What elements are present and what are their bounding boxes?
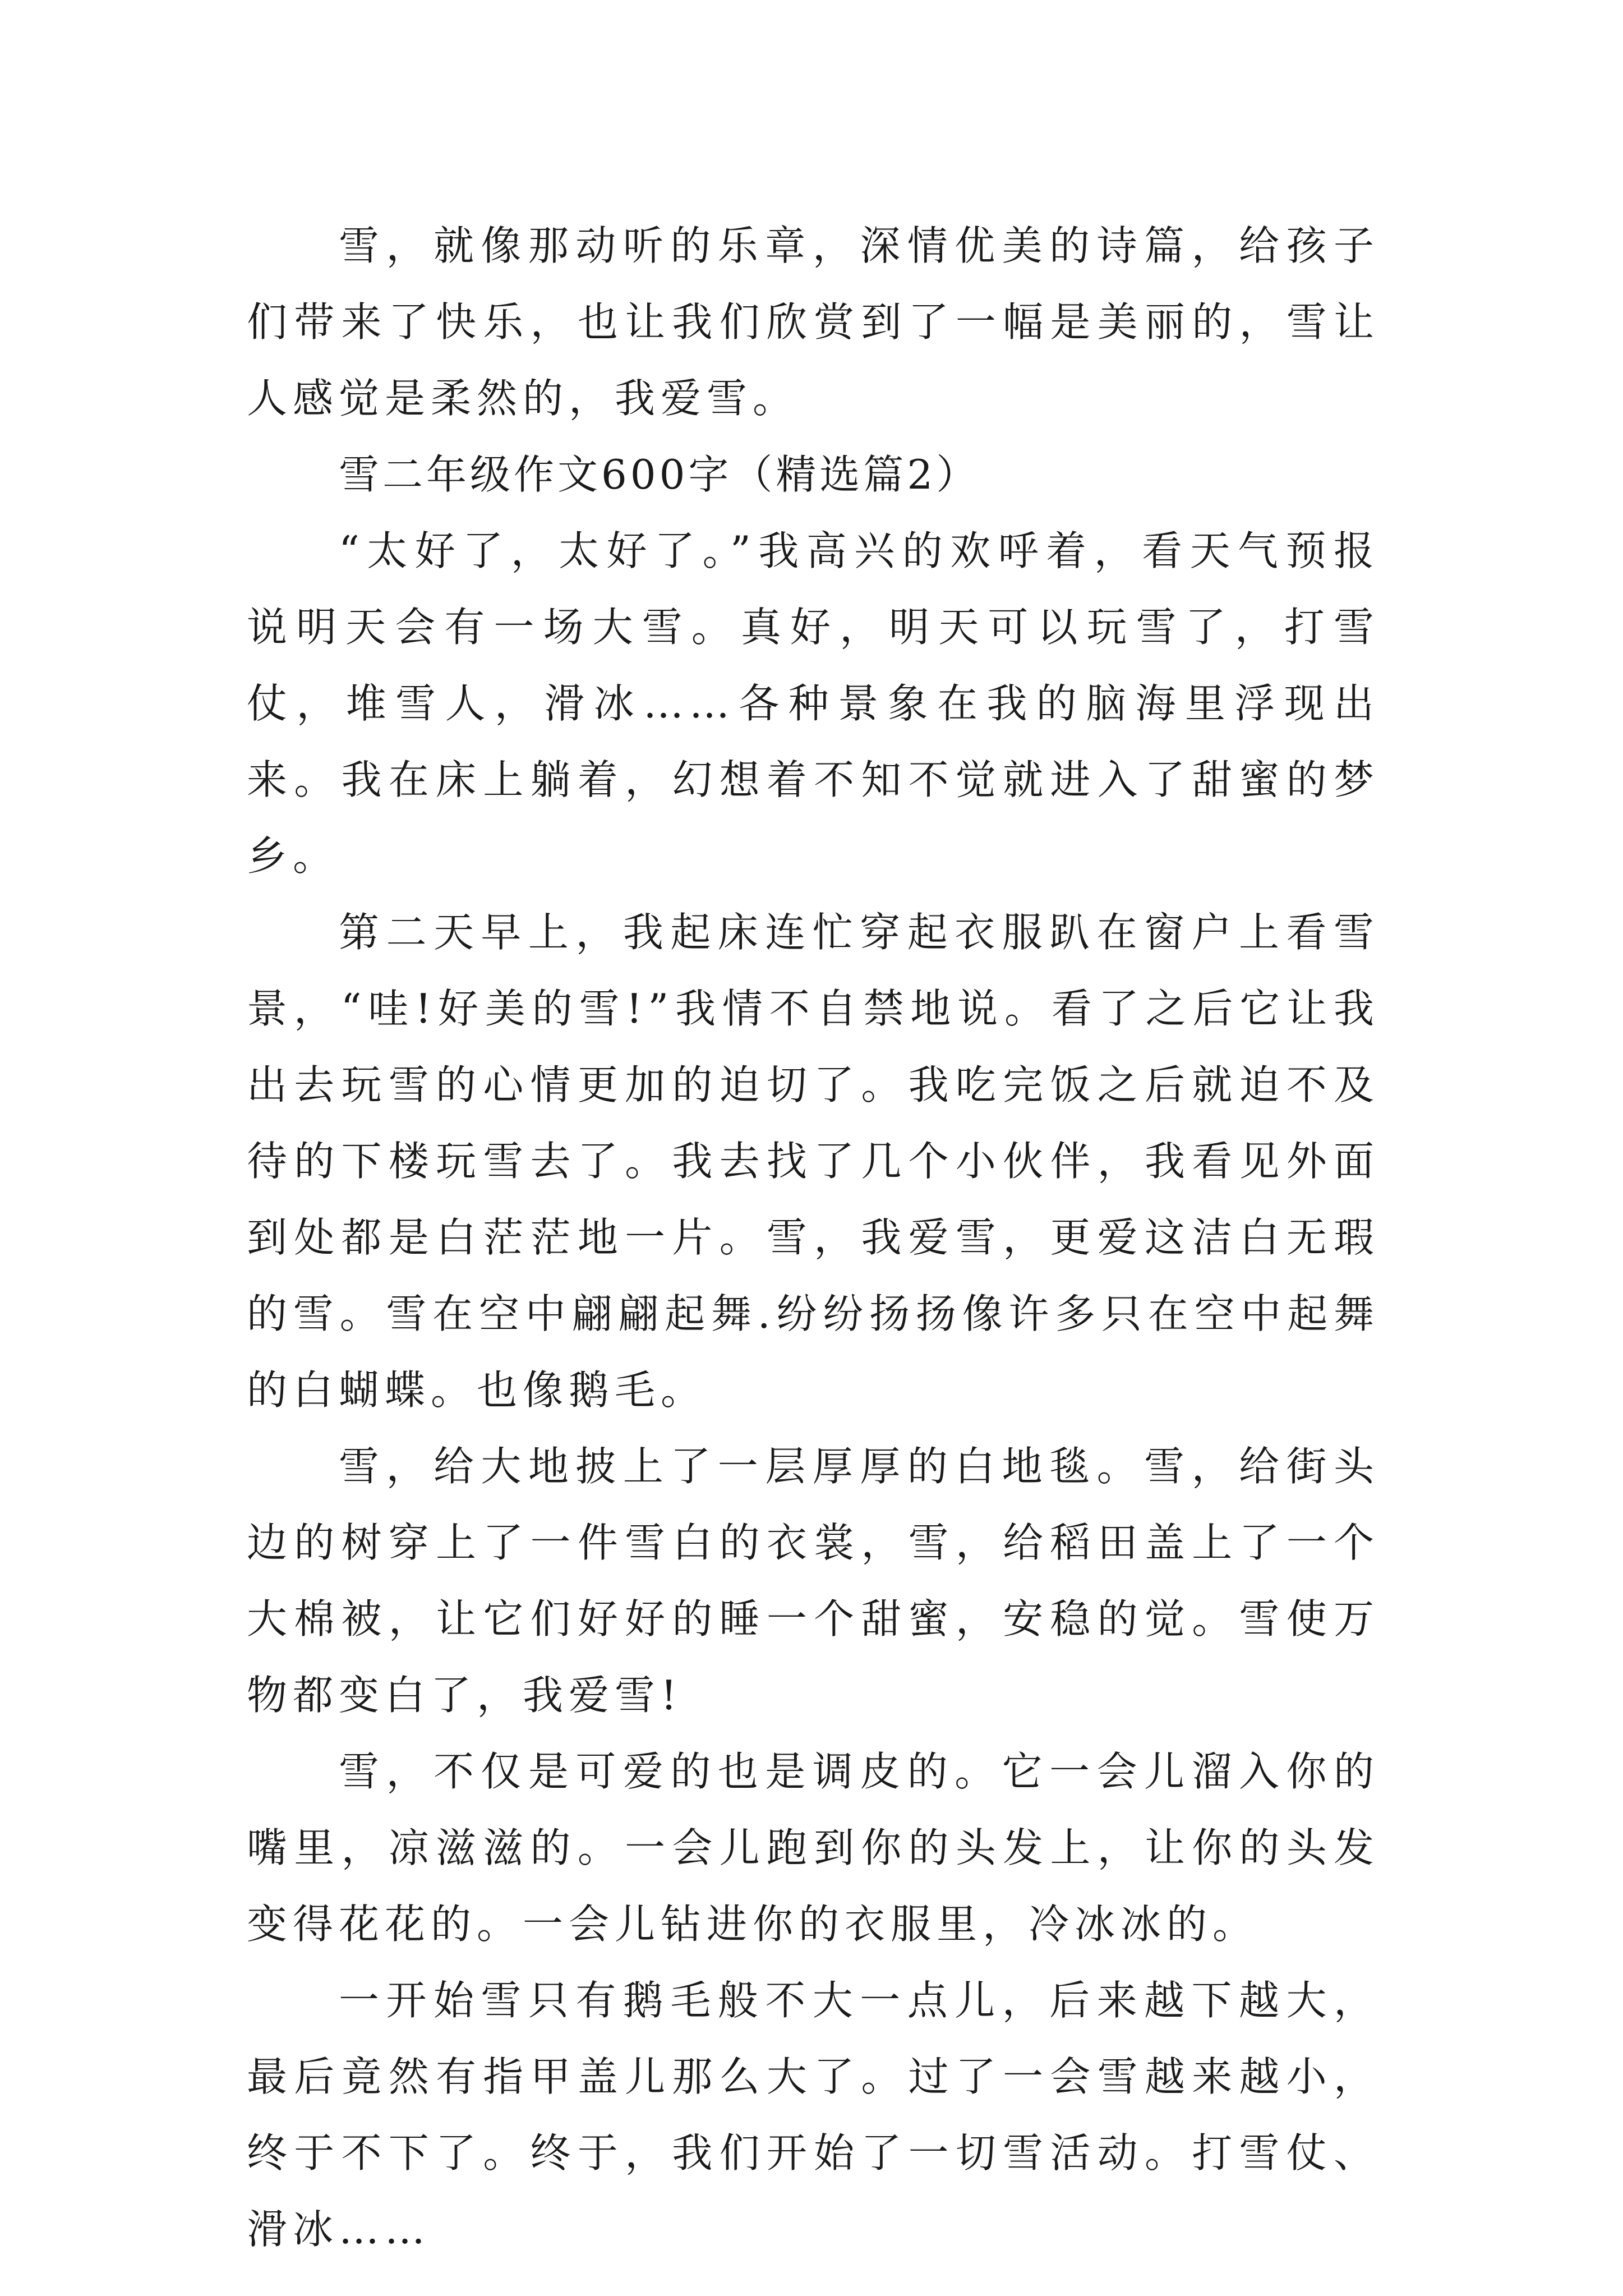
paragraph-snow-activities: 一开始雪只有鹅毛般不大一点儿，后来越下越大，最后竟然有指甲盖儿那么大了。过了一会雪越来越小，终于不下了。终于，我们开始了一切雪活动。打雪仗、滑冰…… [247, 1977, 1380, 2253]
paragraph-next-morning: 第二天早上，我起床连忙穿起衣服趴在窗户上看雪景，“哇!好美的雪!”我情不自禁地说。看了之后它让我出去玩雪的心情更加的迫切了。我吃完饭之后就迫不及待的下楼玩雪去了。我去找了几个小伙伴，我看见外面到处都是白茫茫地一片。雪，我爱雪，更爱这洁白无瑕的雪。雪在空中翩翩起舞.纷纷扬扬像许多只在空中起舞的白蝴蝶。也像鹅毛。 [247, 909, 1380, 1414]
paragraph-playful-snow: 雪，不仅是可爱的也是调皮的。它一会儿溜入你的嘴里，凉滋滋的。一会儿跑到你的头发上，让你的头发变得花花的。一会儿钻进你的衣服里，冷冰冰的。 [247, 1748, 1380, 1948]
paragraph-weather-forecast: “太好了，太好了。”我高兴的欢呼着，看天气预报说明天会有一场大雪。真好，明天可以玩雪了，打雪仗，堆雪人，滑冰……各种景象在我的脑海里浮现出来。我在床上躺着，幻想着不知不觉就进入了甜蜜的梦乡。 [247, 527, 1380, 880]
section-heading: 雪二年级作文600字（精选篇2） [339, 451, 980, 498]
paragraph-white-blanket: 雪，给大地披上了一层厚厚的白地毯。雪，给街头边的树穿上了一件雪白的衣裳，雪，给稻田盖上了一个大棉被，让它们好好的睡一个甜蜜，安稳的觉。雪使万物都变白了，我爱雪! [247, 1443, 1380, 1719]
paragraph-intro-closing: 雪，就像那动听的乐章，深情优美的诗篇，给孩子们带来了快乐，也让我们欣赏到了一幅是美丽的，雪让人感觉是柔然的，我爱雪。 [247, 222, 1380, 422]
essay-body [247, 208, 1380, 2267]
